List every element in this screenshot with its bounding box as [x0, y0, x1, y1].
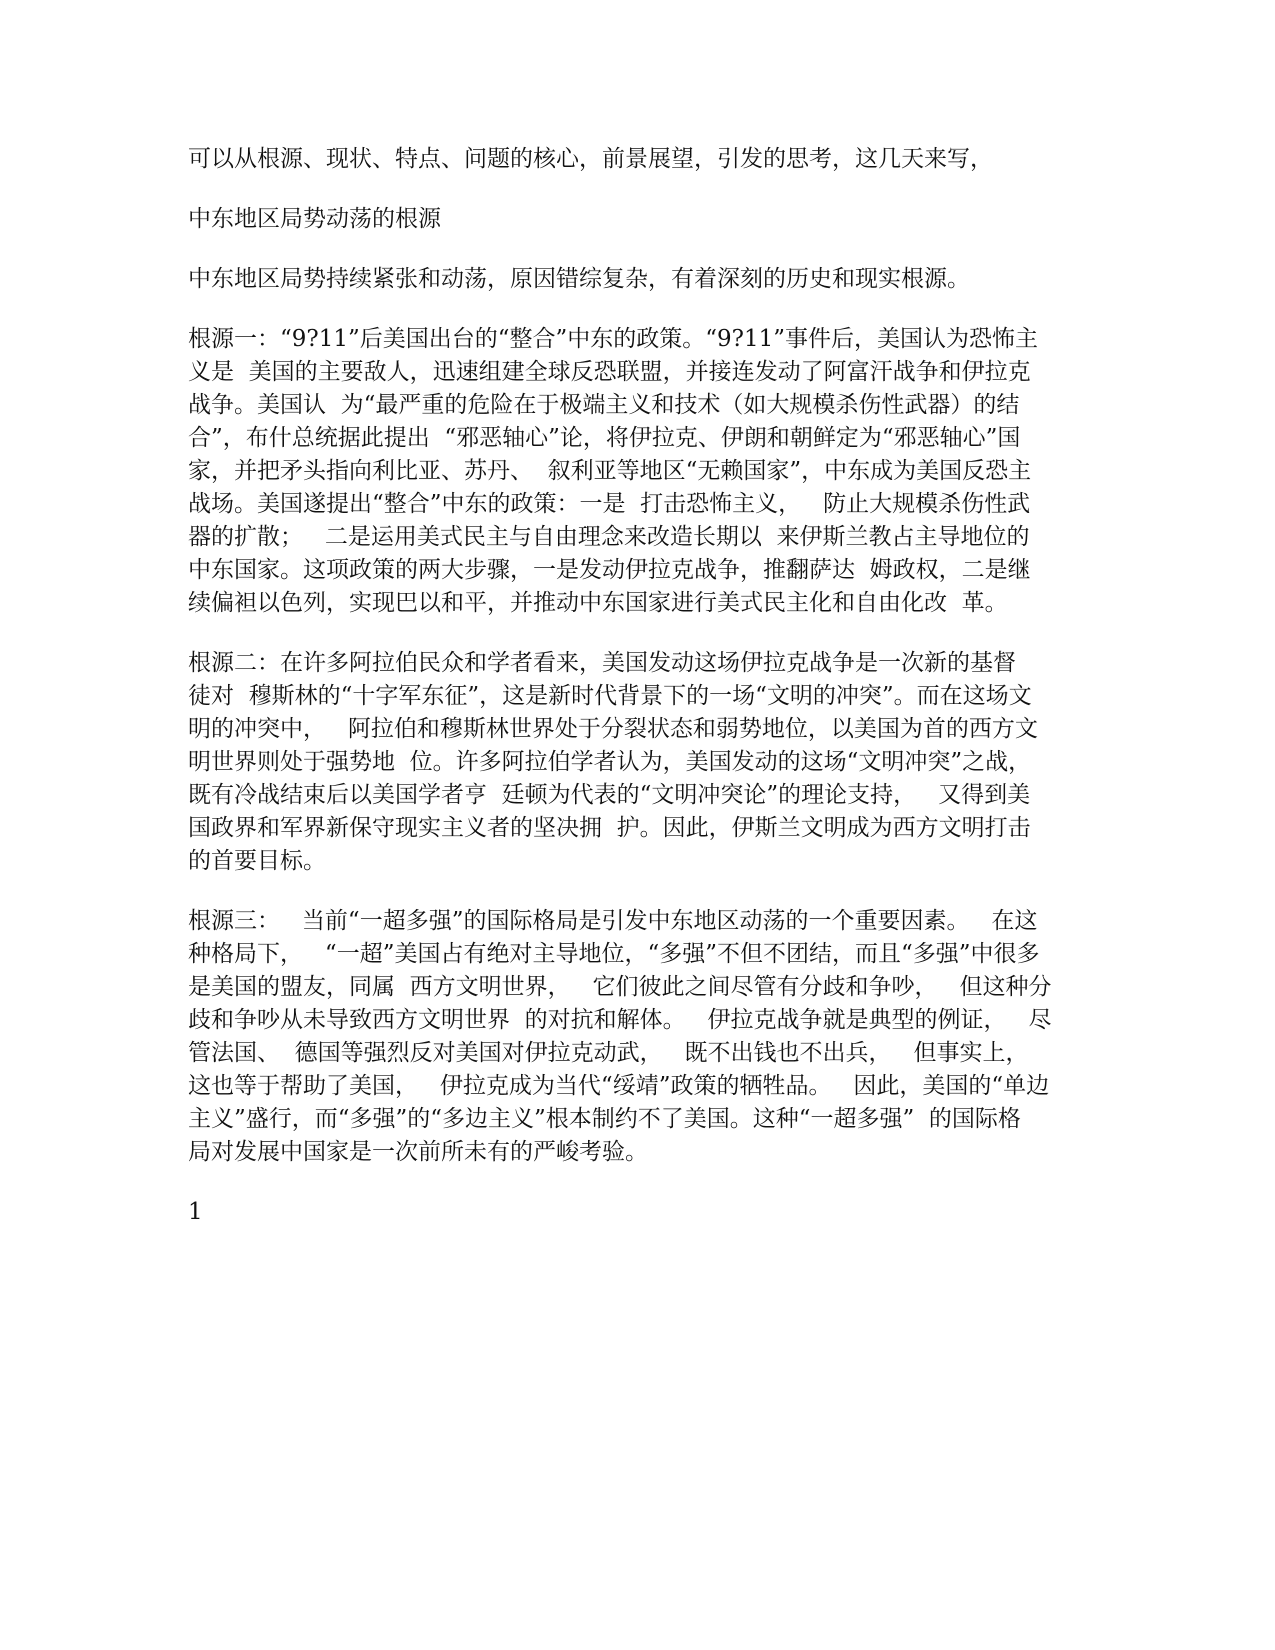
intro-text: 可以从根源、现状、特点、问题的核心，前景展望，引发的思考，这几天来写，: [188, 146, 993, 172]
root-one-line: 战争。美国认 为“最严重的危险在于极端主义和技术（如大规模杀伤性武器）的结: [188, 392, 1020, 418]
root-three-line: 管法国、 德国等强烈反对美国对伊拉克动武， 既不出钱也不出兵， 但事实上，: [188, 1040, 1029, 1066]
root-one-line: 中东国家。这项政策的两大步骤，一是发动伊拉克战争，推翻萨达 姆政权，二是继: [188, 557, 1031, 583]
root-two-line: 根源二：在许多阿拉伯民众和学者看来，美国发动这场伊拉克战争是一次新的基督: [188, 650, 1016, 676]
summary-text: 中东地区局势持续紧张和动荡，原因错综复杂，有着深刻的历史和现实根源。: [188, 266, 970, 292]
root-two-line: 国政界和军界新保守现实主义者的坚决拥 护。因此，伊斯兰文明成为西方文明打击: [188, 815, 1031, 841]
root-two-line: 明世界则处于强势地 位。许多阿拉伯学者认为，美国发动的这场“文明冲突”之战，: [188, 749, 1032, 775]
page-number-text: 1: [188, 1199, 203, 1225]
root-three-line: 局对发展中国家是一次前所未有的严峻考验。: [188, 1139, 648, 1165]
intro-paragraph: [188, 143, 1088, 176]
root-three-line: 歧和争吵从未导致西方文明世界 的对抗和解体。 伊拉克战争就是典型的例证， 尽: [188, 1007, 1052, 1033]
page-number: [188, 1196, 1088, 1229]
root-two-line: 的首要目标。: [188, 848, 326, 874]
root-two-line: 明的冲突中， 阿拉伯和穆斯林世界处于分裂状态和弱势地位，以美国为首的西方文: [188, 716, 1038, 742]
summary-paragraph: [188, 263, 1088, 296]
root-one-line: 战场。美国遂提出“整合”中东的政策：一是 打击恐怖主义， 防止大规模杀伤性武: [188, 491, 1031, 517]
section-heading: [188, 203, 1088, 236]
root-three-line: 根源三： 当前“一超多强”的国际格局是引发中东地区动荡的一个重要因素。 在这: [188, 908, 1038, 934]
root-two-paragraph: [188, 647, 1088, 878]
root-one-line: 根源一：“9?11”后美国出台的“整合”中东的政策。“9?11”事件后，美国认为恐怖主: [188, 326, 1039, 352]
root-one-line: 合”，布什总统据此提出 “邪恶轴心”论，将伊拉克、伊朗和朝鲜定为“邪恶轴心”国: [188, 425, 1021, 451]
root-one-paragraph: [188, 323, 1088, 620]
root-one-line: 续偏袒以色列，实现巴以和平，并推动中东国家进行美式民主化和自由化改 革。: [188, 590, 1008, 616]
root-three-line: 这也等于帮助了美国， 伊拉克成为当代“绥靖”政策的牺牲品。 因此，美国的“单边: [188, 1073, 1050, 1099]
root-one-line: 义是 美国的主要敌人，迅速组建全球反恐联盟，并接连发动了阿富汗战争和伊拉克: [188, 359, 1031, 385]
root-two-line: 徒对 穆斯林的“十字军东征”，这是新时代背景下的一场“文明的冲突”。而在这场文: [188, 683, 1032, 709]
root-two-line: 既有冷战结束后以美国学者亨 廷顿为代表的“文明冲突论”的理论支持， 又得到美: [188, 782, 1031, 808]
heading-text: 中东地区局势动荡的根源: [188, 206, 441, 232]
root-three-line: 种格局下， “一超”美国占有绝对主导地位，“多强”不但不团结，而且“多强”中很多: [188, 941, 1040, 967]
root-one-line: 家，并把矛头指向利比亚、苏丹、 叙利亚等地区“无赖国家”，中东成为美国反恐主: [188, 458, 1032, 484]
root-three-line: 是美国的盟友，同属 西方文明世界， 它们彼此之间尽管有分歧和争吵， 但这种分: [188, 974, 1052, 1000]
root-one-line: 器的扩散； 二是运用美式民主与自由理念来改造长期以 来伊斯兰教占主导地位的: [188, 524, 1030, 550]
root-three-paragraph: [188, 905, 1088, 1169]
document-body: [188, 143, 1088, 1256]
root-three-line: 主义”盛行，而“多强”的“多边主义”根本制约不了美国。这种“一超多强” 的国际格: [188, 1106, 1021, 1132]
